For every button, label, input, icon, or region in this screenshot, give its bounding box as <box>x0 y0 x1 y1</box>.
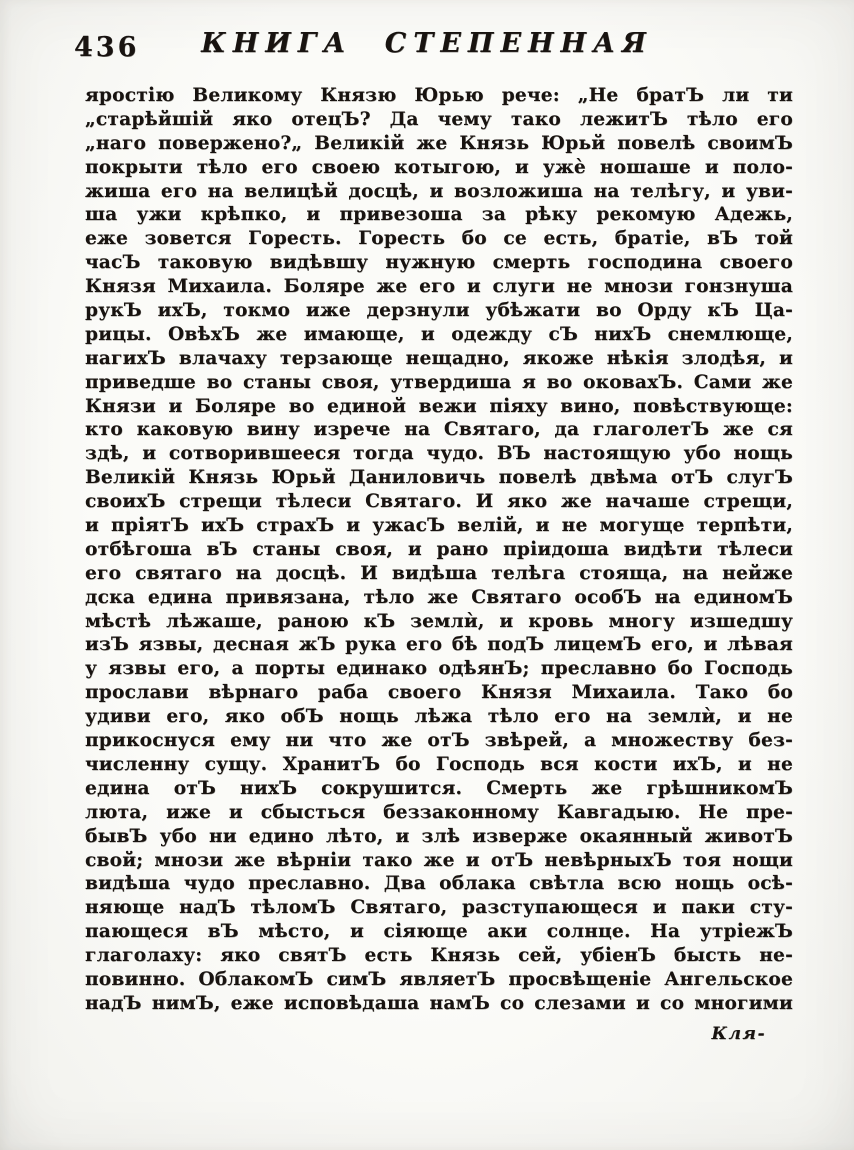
text-line: дска едина привязана, тѣло же Святаго особЪ на единомЪ <box>85 586 793 608</box>
text-line: и пріятЪ ихЪ страхЪ и ужасЪ велій, и не могуще терпѣти, <box>85 515 793 537</box>
text-line: кто каковую вину изрече на Святаго, да глаголетЪ же ся <box>85 419 793 441</box>
text-line: няюще надЪ тѣломЪ Святаго, разступающеся и паки сту- <box>85 897 793 919</box>
text-line: изЪ язвы, десная жЪ рука его бѣ подЪ лицемЪ его, и лѣвая <box>85 634 793 656</box>
text-line: „наго повержено?„ Великій же Князь Юрьй повелѣ своимЪ <box>85 132 793 154</box>
body-text <box>85 84 793 1016</box>
text-line: Великій Князь Юрьй Даниловичь повелѣ двѣма отЪ слугЪ <box>85 467 793 489</box>
text-line: у язвы его, а порты единако одѣянЪ; преславно бо Господь <box>85 658 793 680</box>
text-line: численну сущу. ХранитЪ бо Господь вся кости ихЪ, и не <box>85 753 793 775</box>
text-line: жиша его на велицѣй досцѣ, и возложиша на телѣгу, и уви- <box>85 180 793 202</box>
running-title: КНИГА СТЕПЕННАЯ <box>201 28 653 59</box>
text-line: здѣ, и сотворившееся тогда чудо. ВЪ настоящую убо нощь <box>85 443 793 465</box>
text-line: своихЪ стрещи тѣлеси Святаго. И яко же начаше стрещи, <box>85 491 793 513</box>
text-line: покрыти тѣло его своею котыгою, и ужè ношаше и поло- <box>85 156 793 178</box>
text-line: едина отЪ нихЪ сокрушится. Смерть же грѣшникомЪ <box>85 777 793 799</box>
text-line: яростію Великому Князю Юрью рече: „Не братЪ ли ти <box>85 85 793 106</box>
text-line: прослави вѣрнаго раба своего Князя Михаила. Тако бо <box>85 682 793 704</box>
text-line: мѣстѣ лѣжаше, раною кЪ землѝ, и кровь многу изшедшу <box>85 610 793 632</box>
text-line: глаголаху: яко святЪ есть Князь сей, убіенЪ бысть не- <box>85 945 793 967</box>
text-line: люта, иже и сбысться беззаконному Кавгадыю. Не пре- <box>85 801 793 823</box>
text-line: рукЪ ихЪ, токмо иже дерзнули убѣжати во Орду кЪ Ца- <box>85 300 793 322</box>
text-line: повинно. ОблакомЪ симЪ являетЪ просвѣщеніе Ангельское <box>85 968 793 990</box>
text-line: Князи и Боляре во единой вежи піяху вино, повѣствующе: <box>85 395 793 417</box>
text-line: нагихЪ влачаху терзающе нещадно, якоже нѣкія злодѣя, и <box>85 347 793 369</box>
text-line: рицы. ОвѣхЪ же имающе, и одежду сЪ нихЪ снемлюще, <box>85 323 793 345</box>
page-number: 436 <box>74 32 140 63</box>
text-line: отбѣгоша вЪ станы своя, и рано пріидоша видѣти тѣлеси <box>85 538 793 560</box>
text-line: надЪ нимЪ, еже исповѣдаша намЪ со слезами и со многими <box>85 992 793 1014</box>
text-line: „старѣйшій яко отецЪ? Да чему тако лежитЪ тѣло его <box>85 108 793 130</box>
text-line: еже зовется Горесть. Горесть бо се есть, братіе, вЪ той <box>85 228 793 250</box>
text-line: удиви его, яко обЪ нощь лѣжа тѣло его на землѝ, и не <box>85 706 793 728</box>
text-line: Князя Михаила. Боляре же его и слуги не мнози гонзнуша <box>85 276 793 298</box>
text-line: приведше во станы своя, утвердиша я во оковахЪ. Сами же <box>85 371 793 393</box>
text-line: свой; мнози же вѣрніи тако же и отЪ невѣрныхЪ тоя нощи <box>85 849 793 871</box>
text-line: его святаго на досцѣ. И видѣша телѣга стояща, на нейже <box>85 562 793 584</box>
catchword: Кля- <box>711 1024 766 1044</box>
text-line: пающеся вЪ мѣсто, и сіяюще аки солнце. На утріежЪ <box>85 921 793 943</box>
text-line: прикоснуся ему ни что же отЪ звѣрей, а множеству без- <box>85 730 793 752</box>
text-line: видѣша чудо преславно. Два облака свѣтла всю нощь осѣ- <box>85 873 793 895</box>
text-line: часЪ таковую видѣвшу нужную смерть господина своего <box>85 252 793 274</box>
text-line: бывЪ убо ни едино лѣто, и злѣ изверже окаянный животЪ <box>85 825 793 847</box>
page-header <box>0 26 854 70</box>
text-line: ша ужи крѣпко, и привезоша за рѣку рекомую Адежь, <box>85 204 793 226</box>
